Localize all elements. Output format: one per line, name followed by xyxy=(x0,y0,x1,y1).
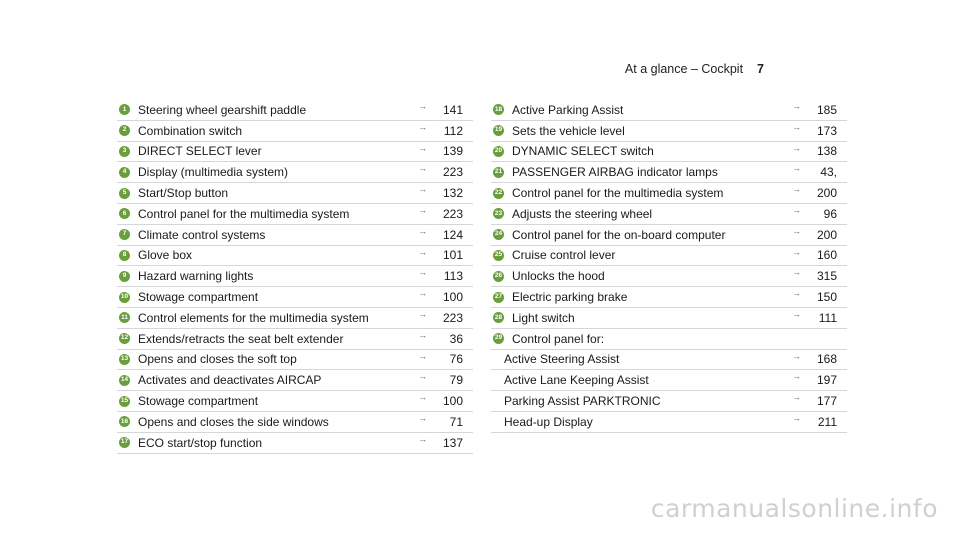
page-reference[interactable]: 138 xyxy=(816,144,837,159)
list-item xyxy=(117,162,473,183)
item-number-badge: 6 xyxy=(119,208,130,219)
arrow-right-icon: → xyxy=(418,246,427,257)
item-number-badge: 7 xyxy=(119,229,130,240)
arrow-right-icon: → xyxy=(792,371,801,382)
item-label: Combination switch xyxy=(138,123,243,138)
list-item xyxy=(491,350,847,371)
list-item xyxy=(117,287,473,308)
arrow-right-icon: → xyxy=(792,184,801,195)
list-item xyxy=(491,370,847,391)
item-number-badge: 20 xyxy=(493,146,504,157)
list-item xyxy=(117,225,473,246)
item-label: Stowage compartment xyxy=(138,394,259,409)
item-number-badge: 25 xyxy=(493,250,504,261)
page-reference[interactable]: 173 xyxy=(816,123,837,138)
list-item xyxy=(491,412,847,433)
item-number-badge: 15 xyxy=(119,396,130,407)
right-item-list xyxy=(491,100,847,433)
item-label: Steering wheel gearshift paddle xyxy=(138,102,307,117)
page-reference[interactable]: 211 xyxy=(817,414,837,429)
arrow-right-icon: → xyxy=(792,204,801,215)
item-label: Active Parking Assist xyxy=(512,102,624,117)
page-reference[interactable]: 177 xyxy=(816,394,837,409)
item-number-badge: 4 xyxy=(119,167,130,178)
list-item xyxy=(491,183,847,204)
item-label: Stowage compartment xyxy=(138,290,259,305)
item-label: DYNAMIC SELECT switch xyxy=(512,144,654,159)
arrow-right-icon: → xyxy=(418,392,427,403)
list-item xyxy=(117,183,473,204)
item-label: Unlocks the hood xyxy=(512,269,605,284)
item-number-badge: 12 xyxy=(119,333,130,344)
list-item xyxy=(117,142,473,163)
arrow-right-icon: → xyxy=(792,412,801,423)
page-reference[interactable]: 100 xyxy=(442,394,463,409)
list-item xyxy=(117,204,473,225)
item-label: PASSENGER AIRBAG indicator lamps xyxy=(512,165,718,180)
page-reference[interactable]: 76 xyxy=(449,352,463,367)
item-number-badge: 21 xyxy=(493,167,504,178)
list-item xyxy=(117,391,473,412)
page-reference[interactable]: 100 xyxy=(442,290,463,305)
list-item xyxy=(491,266,847,287)
item-number-badge: 10 xyxy=(119,292,130,303)
item-label: Cruise control lever xyxy=(512,248,616,263)
arrow-right-icon: → xyxy=(792,267,801,278)
page-reference[interactable]: 96 xyxy=(823,206,837,221)
page-reference[interactable]: 139 xyxy=(442,144,463,159)
list-item xyxy=(491,329,847,350)
item-label: Parking Assist PARKTRONIC xyxy=(504,394,661,409)
item-number-badge: 17 xyxy=(119,437,130,448)
page-reference[interactable]: 200 xyxy=(816,227,837,242)
list-item xyxy=(491,287,847,308)
list-item xyxy=(491,246,847,267)
arrow-right-icon: → xyxy=(792,350,801,361)
item-label: Head-up Display xyxy=(504,414,593,429)
item-number-badge: 28 xyxy=(493,312,504,323)
page-reference[interactable]: 43, xyxy=(820,165,837,180)
page-reference[interactable]: 137 xyxy=(442,435,463,450)
page-reference[interactable]: 79 xyxy=(449,373,463,388)
page-reference[interactable]: 200 xyxy=(816,186,837,201)
arrow-right-icon: → xyxy=(792,308,801,319)
page-reference[interactable]: 71 xyxy=(449,414,463,429)
item-number-badge: 1 xyxy=(119,104,130,115)
list-item xyxy=(117,350,473,371)
item-number-badge: 27 xyxy=(493,292,504,303)
page-reference[interactable]: 111 xyxy=(818,310,837,325)
page-reference[interactable]: 197 xyxy=(816,373,837,388)
arrow-right-icon: → xyxy=(418,184,427,195)
page-reference[interactable]: 132 xyxy=(442,186,463,201)
watermark: carmanualsonline.info xyxy=(650,494,938,523)
list-item xyxy=(117,329,473,350)
arrow-right-icon: → xyxy=(418,412,427,423)
item-label: Sets the vehicle level xyxy=(512,123,625,138)
page-header xyxy=(625,62,764,76)
list-item xyxy=(491,391,847,412)
list-item xyxy=(491,204,847,225)
list-item xyxy=(117,433,473,454)
item-label: Control panel for the on-board computer xyxy=(512,227,726,242)
page-reference[interactable]: 101 xyxy=(442,248,463,263)
arrow-right-icon: → xyxy=(418,142,427,153)
item-number-badge: 24 xyxy=(493,229,504,240)
item-number-badge: 8 xyxy=(119,250,130,261)
page-reference[interactable]: 150 xyxy=(816,290,837,305)
item-number-badge: 29 xyxy=(493,333,504,344)
item-label: ECO start/stop function xyxy=(138,435,263,450)
page-reference[interactable]: 223 xyxy=(442,206,463,221)
list-item xyxy=(491,121,847,142)
arrow-right-icon: → xyxy=(792,101,801,111)
page-reference[interactable]: 223 xyxy=(442,165,463,180)
item-number-badge: 26 xyxy=(493,271,504,282)
item-number-badge: 13 xyxy=(119,354,130,365)
arrow-right-icon: → xyxy=(418,121,427,132)
arrow-right-icon: → xyxy=(418,225,427,236)
item-label: Extends/retracts the seat belt extender xyxy=(138,331,344,346)
arrow-right-icon: → xyxy=(418,433,427,444)
page-number: 7 xyxy=(757,62,764,76)
item-label: Adjusts the steering wheel xyxy=(512,206,653,221)
page-reference[interactable]: 112 xyxy=(443,123,463,138)
list-item xyxy=(491,142,847,163)
arrow-right-icon: → xyxy=(792,121,801,132)
arrow-right-icon: → xyxy=(792,163,801,174)
arrow-right-icon: → xyxy=(792,142,801,153)
list-item xyxy=(491,162,847,183)
list-item xyxy=(491,225,847,246)
page-reference[interactable]: 315 xyxy=(816,269,837,284)
item-label: Glove box xyxy=(138,248,193,263)
item-label: Opens and closes the side windows xyxy=(138,414,329,429)
left-item-list xyxy=(117,100,473,454)
item-label: Electric parking brake xyxy=(512,290,628,305)
list-item xyxy=(117,266,473,287)
arrow-right-icon: → xyxy=(418,163,427,174)
item-number-badge: 3 xyxy=(119,146,130,157)
arrow-right-icon: → xyxy=(792,246,801,257)
list-item xyxy=(117,100,473,121)
item-number-badge: 5 xyxy=(119,188,130,199)
item-number-badge: 2 xyxy=(119,125,130,136)
item-label: Control panel for: xyxy=(512,331,605,346)
list-item xyxy=(117,246,473,267)
list-item xyxy=(117,370,473,391)
item-label: DIRECT SELECT lever xyxy=(138,144,262,159)
page-reference[interactable]: 185 xyxy=(816,102,837,117)
item-number-badge: 14 xyxy=(119,375,130,386)
item-label: Active Steering Assist xyxy=(504,352,620,367)
arrow-right-icon: → xyxy=(792,288,801,299)
arrow-right-icon: → xyxy=(418,350,427,361)
page-reference[interactable]: 124 xyxy=(442,227,463,242)
page-reference[interactable]: 141 xyxy=(442,102,463,117)
page-reference[interactable]: 160 xyxy=(816,248,837,263)
list-item xyxy=(117,121,473,142)
item-label: Active Lane Keeping Assist xyxy=(504,373,649,388)
item-label: Opens and closes the soft top xyxy=(138,352,297,367)
list-item xyxy=(491,100,847,121)
page-reference[interactable]: 113 xyxy=(443,269,463,284)
arrow-right-icon: → xyxy=(418,288,427,299)
item-label: Light switch xyxy=(512,310,575,325)
arrow-right-icon: → xyxy=(418,329,427,340)
item-label: Activates and deactivates AIRCAP xyxy=(138,373,322,388)
list-item xyxy=(491,308,847,329)
item-number-badge: 22 xyxy=(493,188,504,199)
page-reference[interactable]: 223 xyxy=(442,310,463,325)
item-label: Climate control systems xyxy=(138,227,266,242)
arrow-right-icon: → xyxy=(418,101,427,111)
arrow-right-icon: → xyxy=(418,204,427,215)
page-reference[interactable]: 36 xyxy=(449,331,463,346)
item-label: Control elements for the multimedia system xyxy=(138,310,369,325)
item-number-badge: 19 xyxy=(493,125,504,136)
arrow-right-icon: → xyxy=(418,308,427,319)
item-number-badge: 11 xyxy=(119,312,130,323)
item-number-badge: 16 xyxy=(119,416,130,427)
arrow-right-icon: → xyxy=(418,267,427,278)
item-label: Control panel for the multimedia system xyxy=(138,206,350,221)
item-label: Hazard warning lights xyxy=(138,269,254,284)
arrow-right-icon: → xyxy=(792,225,801,236)
item-label: Control panel for the multimedia system xyxy=(512,186,724,201)
page-reference[interactable]: 168 xyxy=(816,352,837,367)
item-label: Start/Stop button xyxy=(138,186,229,201)
section-title: At a glance – Cockpit xyxy=(624,62,744,76)
item-number-badge: 18 xyxy=(493,104,504,115)
arrow-right-icon: → xyxy=(792,392,801,403)
item-number-badge: 23 xyxy=(493,208,504,219)
item-number-badge: 9 xyxy=(119,271,130,282)
list-item xyxy=(117,308,473,329)
arrow-right-icon: → xyxy=(418,371,427,382)
item-label: Display (multimedia system) xyxy=(138,165,289,180)
list-item xyxy=(117,412,473,433)
